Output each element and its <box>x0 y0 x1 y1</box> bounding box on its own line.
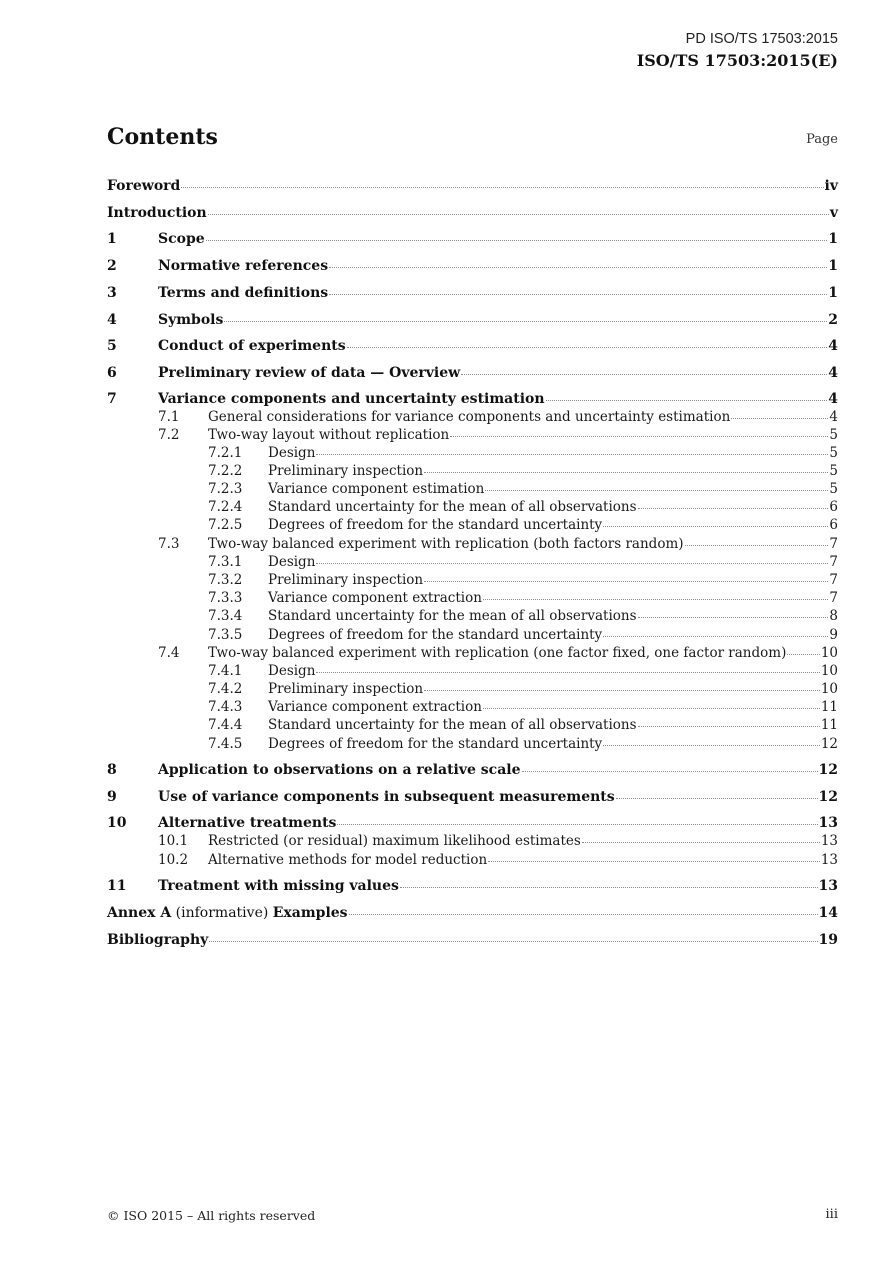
toc-entry-number: 7.2.3 <box>208 481 243 497</box>
dot-leader <box>603 745 820 746</box>
toc-entry-number: 7 <box>107 391 117 407</box>
toc-entry-page: v <box>829 205 838 221</box>
toc-entry-label: Design <box>268 445 316 461</box>
toc-entry-page: 13 <box>820 833 838 849</box>
toc-entry-label: Variance components and uncertainty estimation <box>158 391 545 407</box>
toc-entry-label: Terms and definitions <box>158 285 329 301</box>
toc-entry-page: 4 <box>829 409 838 425</box>
toc-entry-page: 14 <box>818 905 838 921</box>
toc-entry-label: Variance component extraction <box>268 590 482 606</box>
toc-entry[interactable] <box>107 499 838 515</box>
header-standard-id: ISO/TS 17503:2015(E) <box>636 51 838 70</box>
toc-entry-label: Variance component extraction <box>268 699 482 715</box>
toc-entry-number: 3 <box>107 285 117 301</box>
toc-entry-label: Two-way layout without replication <box>208 427 450 443</box>
toc-entry-page: 4 <box>828 391 838 407</box>
toc-entry-page: 5 <box>829 463 838 479</box>
toc-entry-number: 5 <box>107 338 117 354</box>
dot-leader <box>329 294 827 295</box>
toc-entry-number: 7.4.2 <box>208 681 243 697</box>
dot-leader <box>685 545 829 546</box>
toc-entry-page: 7 <box>829 590 838 606</box>
toc-entry-number: 6 <box>107 365 117 381</box>
dot-leader <box>224 321 827 322</box>
toc-entry-page: 12 <box>818 789 838 805</box>
toc-entry-page: 11 <box>820 699 838 715</box>
toc-entry[interactable] <box>107 572 838 588</box>
dot-leader <box>181 187 823 188</box>
toc-entry-page: 5 <box>829 445 838 461</box>
dot-leader <box>638 726 820 727</box>
toc-entry-number: 7.4 <box>158 645 180 661</box>
toc-entry[interactable] <box>107 536 838 552</box>
toc-entry-page: 13 <box>820 852 838 868</box>
dot-leader <box>582 842 820 843</box>
toc-entry[interactable] <box>107 365 838 381</box>
toc-entry-label <box>107 905 348 921</box>
toc-entry-label: Variance component estimation <box>268 481 485 497</box>
toc-entry-page: 6 <box>829 517 838 533</box>
dot-leader <box>400 887 818 888</box>
dot-leader <box>208 214 829 215</box>
toc-entry-number: 7.4.3 <box>208 699 243 715</box>
toc-entry-label: Preliminary inspection <box>268 463 424 479</box>
toc-entry-label: Degrees of freedom for the standard uncertainty <box>268 517 603 533</box>
dot-leader <box>483 599 828 600</box>
toc-entry-number: 7.4.4 <box>208 717 243 733</box>
toc-entry-number: 7.4.5 <box>208 736 243 752</box>
toc-entry[interactable] <box>107 905 838 921</box>
toc-entry-label: Degrees of freedom for the standard uncertainty <box>268 736 603 752</box>
toc-entry[interactable] <box>107 762 838 778</box>
toc-entry-number: 7.3.2 <box>208 572 243 588</box>
toc-entry[interactable] <box>107 481 838 497</box>
dot-leader <box>347 347 828 348</box>
toc-entry-number: 7.2 <box>158 427 180 443</box>
toc-entry-number: 7.2.2 <box>208 463 243 479</box>
toc-entry-label: Foreword <box>107 178 181 194</box>
toc-entry-page: 4 <box>828 365 838 381</box>
toc-entry[interactable] <box>107 699 838 715</box>
dot-leader <box>485 490 828 491</box>
toc-entry-page: 5 <box>829 481 838 497</box>
toc-entry[interactable] <box>107 878 838 894</box>
toc-entry-number: 10.1 <box>158 833 189 849</box>
dot-leader <box>316 454 828 455</box>
toc-entry-number: 7.3 <box>158 536 180 552</box>
toc-entry-label: Symbols <box>158 312 224 328</box>
toc-entry[interactable] <box>107 312 838 328</box>
toc-entry-number: 9 <box>107 789 117 805</box>
toc-entry-page: 7 <box>829 536 838 552</box>
dot-leader <box>316 672 819 673</box>
toc-entry-page: 11 <box>820 717 838 733</box>
toc-entry-number: 7.3.4 <box>208 608 243 624</box>
toc-entry-number: 7.3.3 <box>208 590 243 606</box>
toc-entry-page: 1 <box>828 258 838 274</box>
dot-leader <box>450 436 828 437</box>
toc-entry-label: Standard uncertainty for the mean of all observations <box>268 717 637 733</box>
toc-entry-label: Restricted (or residual) maximum likelihood estimates <box>208 833 581 849</box>
toc-entry-page: 7 <box>829 554 838 570</box>
dot-leader <box>603 636 828 637</box>
toc-entry-number: 7.4.1 <box>208 663 243 679</box>
toc-entry-number: 2 <box>107 258 117 274</box>
toc-entry-number: 1 <box>107 231 117 247</box>
toc-entry-label: Scope <box>158 231 205 247</box>
dot-leader <box>522 771 818 772</box>
toc-entry[interactable] <box>107 463 838 479</box>
dot-leader <box>424 581 828 582</box>
toc-entry[interactable] <box>107 427 838 443</box>
toc-entry-page: iv <box>824 178 838 194</box>
toc-entry-label: Preliminary review of data — Overview <box>158 365 461 381</box>
toc-entry-label: General considerations for variance components and uncertainty estimation <box>208 409 731 425</box>
toc-entry[interactable] <box>107 285 838 301</box>
toc-entry-page: 4 <box>828 338 838 354</box>
dot-leader <box>206 240 828 241</box>
toc-entry-label: Degrees of freedom for the standard uncertainty <box>268 627 603 643</box>
toc-entry[interactable] <box>107 338 838 354</box>
page-column-label: Page <box>806 132 838 147</box>
toc-entry[interactable] <box>107 231 838 247</box>
toc-entry[interactable] <box>107 445 838 461</box>
toc-entry[interactable] <box>107 663 838 679</box>
annex-type: (informative) <box>171 905 273 921</box>
dot-leader <box>483 708 820 709</box>
toc-entry[interactable] <box>107 627 838 643</box>
dot-leader <box>461 374 827 375</box>
toc-entry-label: Normative references <box>158 258 329 274</box>
toc-entry-label: Treatment with missing values <box>158 878 399 894</box>
toc-entry-page: 12 <box>820 736 838 752</box>
toc-entry-page: 1 <box>828 231 838 247</box>
toc-entry-page: 13 <box>818 878 838 894</box>
toc-entry-number: 7.1 <box>158 409 180 425</box>
toc-entry-label: Application to observations on a relative scale <box>158 762 521 778</box>
dot-leader <box>488 861 820 862</box>
toc-entry-label: Alternative treatments <box>158 815 337 831</box>
dot-leader <box>424 472 828 473</box>
toc-entry-label: Standard uncertainty for the mean of all observations <box>268 608 637 624</box>
toc-entry-page: 8 <box>829 608 838 624</box>
toc-entry-label: Two-way balanced experiment with replication (both factors random) <box>208 536 684 552</box>
dot-leader <box>424 690 820 691</box>
toc-entry-number: 10.2 <box>158 852 189 868</box>
toc-entry[interactable] <box>107 789 838 805</box>
toc-entry-number: 8 <box>107 762 117 778</box>
dot-leader <box>638 508 829 509</box>
toc-entry-label: Introduction <box>107 205 207 221</box>
toc-entry-label: Alternative methods for model reduction <box>208 852 488 868</box>
page-number: iii <box>825 1207 838 1222</box>
toc-entry-page: 9 <box>829 627 838 643</box>
annex-title: Examples <box>272 905 348 921</box>
toc-entry[interactable] <box>107 852 838 868</box>
toc-entry-page: 6 <box>829 499 838 515</box>
toc-entry[interactable] <box>107 205 838 221</box>
toc-entry-number: 7.2.4 <box>208 499 243 515</box>
toc-entry-label: Design <box>268 663 316 679</box>
toc-entry-page: 1 <box>828 285 838 301</box>
toc-entry-page: 2 <box>828 312 838 328</box>
toc-entry-page: 7 <box>829 572 838 588</box>
copyright-notice: © ISO 2015 – All rights reserved <box>107 1208 316 1223</box>
toc-entry[interactable] <box>107 932 838 948</box>
toc-entry[interactable] <box>107 736 838 752</box>
toc-entry[interactable] <box>107 815 838 831</box>
toc-entry[interactable] <box>107 681 838 697</box>
toc-entry-page: 12 <box>818 762 838 778</box>
toc-entry-page: 10 <box>820 663 838 679</box>
toc-entry-page: 13 <box>818 815 838 831</box>
toc-entry[interactable] <box>107 517 838 533</box>
toc-entry[interactable] <box>107 258 838 274</box>
annex-label: Annex A <box>107 905 172 921</box>
header-document-id: PD ISO/TS 17503:2015 <box>685 31 838 47</box>
toc-entry-number: 7.3.5 <box>208 627 243 643</box>
dot-leader <box>349 914 818 915</box>
toc-entry-label: Use of variance components in subsequent measurements <box>158 789 615 805</box>
toc-entry-number: 11 <box>107 878 127 894</box>
toc-entry-page: 10 <box>820 645 838 661</box>
toc-entry[interactable] <box>107 717 838 733</box>
dot-leader <box>603 526 828 527</box>
toc-entry[interactable] <box>107 554 838 570</box>
dot-leader <box>638 617 829 618</box>
dot-leader <box>616 798 818 799</box>
toc-entry[interactable] <box>107 178 838 194</box>
dot-leader <box>546 400 828 401</box>
toc-entry-label: Standard uncertainty for the mean of all observations <box>268 499 637 515</box>
toc-entry[interactable] <box>107 833 838 849</box>
toc-entry-number: 10 <box>107 815 127 831</box>
toc-entry[interactable] <box>107 608 838 624</box>
toc-entry-label: Bibliography <box>107 932 209 948</box>
toc-entry[interactable] <box>107 645 838 661</box>
toc-entry[interactable] <box>107 391 838 407</box>
toc-entry-page: 5 <box>829 427 838 443</box>
toc-entry-number: 7.2.1 <box>208 445 243 461</box>
dot-leader <box>787 654 819 655</box>
dot-leader <box>329 267 827 268</box>
toc-entry-page: 19 <box>818 932 838 948</box>
dot-leader <box>316 563 828 564</box>
dot-leader <box>731 418 828 419</box>
toc-entry[interactable] <box>107 590 838 606</box>
dot-leader <box>209 941 817 942</box>
toc-entry-label: Design <box>268 554 316 570</box>
contents-title: Contents <box>107 124 218 150</box>
toc-entry[interactable] <box>107 409 838 425</box>
toc-entry-number: 7.3.1 <box>208 554 243 570</box>
dot-leader <box>337 824 817 825</box>
toc-entry-number: 7.2.5 <box>208 517 243 533</box>
toc-entry-label: Preliminary inspection <box>268 681 424 697</box>
toc-entry-label: Conduct of experiments <box>158 338 346 354</box>
toc-entry-label: Two-way balanced experiment with replication (one factor fixed, one factor random) <box>208 645 787 661</box>
toc-entry-label: Preliminary inspection <box>268 572 424 588</box>
toc-entry-page: 10 <box>820 681 838 697</box>
toc-entry-number: 4 <box>107 312 117 328</box>
